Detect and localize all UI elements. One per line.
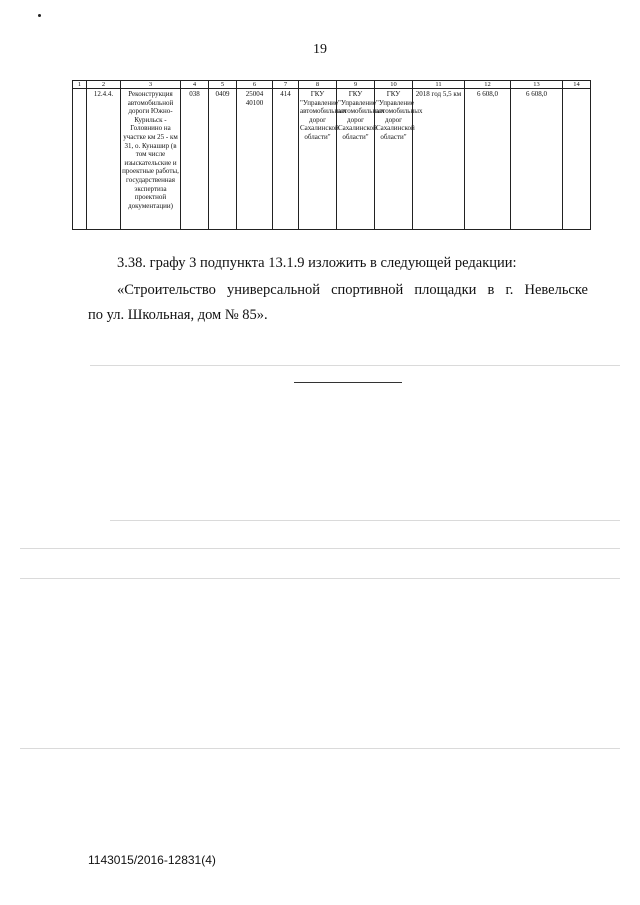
header-cell: 10 bbox=[375, 81, 413, 89]
header-cell: 3 bbox=[121, 81, 181, 89]
scan-speck bbox=[38, 14, 41, 17]
header-cell: 6 bbox=[237, 81, 273, 89]
header-cell: 12 bbox=[465, 81, 511, 89]
cell-term-capacity: 2018 год 5,5 км bbox=[413, 89, 465, 230]
quoted-text-line-1: «Строительство универсальной спортивной площадки в г. Невельске bbox=[117, 282, 588, 298]
cell-contractor: ГКУ "Управление автомобильных дорог Сахалинской области" bbox=[375, 89, 413, 230]
header-cell: 5 bbox=[209, 81, 237, 89]
cell-code-6: 25004 40100 bbox=[237, 89, 273, 230]
header-cell: 7 bbox=[273, 81, 299, 89]
cell-code-4: 038 bbox=[181, 89, 209, 230]
header-cell: 14 bbox=[563, 81, 591, 89]
page-number: 19 bbox=[313, 42, 327, 57]
header-cell: 11 bbox=[413, 81, 465, 89]
scan-noise bbox=[20, 548, 620, 549]
table-row bbox=[73, 89, 591, 230]
header-cell: 1 bbox=[73, 81, 87, 89]
cell-description: Реконструкция автомобильной дороги Южно-Курильск - Головнино на участке км 25 - км 31, о. Кунашир (в том числе изыскательские и проектные работы, государственная экспертиза проектной документации) bbox=[121, 89, 181, 230]
header-cell: 9 bbox=[337, 81, 375, 89]
scan-noise bbox=[20, 748, 620, 749]
scan-noise bbox=[90, 365, 620, 366]
table-header-row bbox=[73, 81, 591, 89]
document-reference: 1143015/2016-12831(4) bbox=[88, 853, 216, 867]
quoted-text-line-2: по ул. Школьная, дом № 85». bbox=[88, 307, 268, 323]
header-cell: 2 bbox=[87, 81, 121, 89]
separator-line bbox=[294, 382, 402, 383]
cell-amount-13: 6 608,0 bbox=[511, 89, 563, 230]
scan-noise bbox=[20, 578, 620, 579]
cell-developer: ГКУ "Управление автомобильных дорог Сахалинской области" bbox=[337, 89, 375, 230]
cell-code-5: 0409 bbox=[209, 89, 237, 230]
header-cell: 4 bbox=[181, 81, 209, 89]
amendment-paragraph: 3.38. графу 3 подпункта 13.1.9 изложить в следующей редакции: bbox=[117, 255, 517, 271]
cell-item-number: 12.4.4. bbox=[87, 89, 121, 230]
cell-14 bbox=[563, 89, 591, 230]
cell-amount-12: 6 608,0 bbox=[465, 89, 511, 230]
cell-customer: ГКУ "Управление автомобильных дорог Сахалинской области" bbox=[299, 89, 337, 230]
program-table bbox=[72, 80, 591, 230]
cell-code-7: 414 bbox=[273, 89, 299, 230]
scan-noise bbox=[110, 520, 620, 521]
cell-index bbox=[73, 89, 87, 230]
header-cell: 13 bbox=[511, 81, 563, 89]
header-cell: 8 bbox=[299, 81, 337, 89]
